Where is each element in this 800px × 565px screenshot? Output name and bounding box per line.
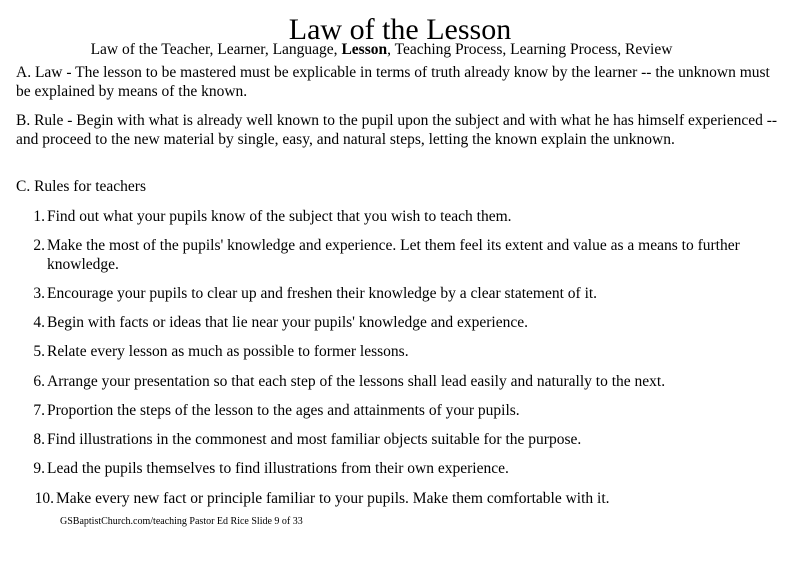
list-item-number: 9. xyxy=(33,460,45,477)
list-item-number: 1. xyxy=(33,208,45,225)
list-item-number: 6. xyxy=(33,373,45,390)
list-item-text: Proportion the steps of the lesson to the ages and attainments of your pupils. xyxy=(47,402,520,419)
slide-subtitle xyxy=(0,41,763,59)
list-item-text: Relate every lesson as much as possible to former lessons. xyxy=(47,343,409,360)
rule-paragraph: B. Rule - Begin with what is already well known to the pupil upon the subject and with what he has himself experienced -- and proceed to the new material by single, easy, and natural steps, letting the known explain the unknown. xyxy=(16,112,778,148)
slide-title: Law of the Lesson xyxy=(288,13,512,46)
list-item-text: Make the most of the pupils' knowledge and experience. Let them feel its extent and value as a means to further knowledge. xyxy=(47,237,740,273)
subtitle-text-before: Law of the Teacher, Learner, Language, xyxy=(90,41,342,58)
law-paragraph: A. Law - The lesson to be mastered must be explicable in terms of truth already know by the learner -- the unknown must be explained by means of the known. xyxy=(16,64,770,100)
rules-heading: C. Rules for teachers xyxy=(16,178,146,195)
list-item-text: Begin with facts or ideas that lie near your pupils' knowledge and experience. xyxy=(47,314,528,331)
list-item-number: 3. xyxy=(33,285,45,302)
list-item-number: 4. xyxy=(33,314,45,331)
list-item-text: Arrange your presentation so that each step of the lessons shall lead easily and naturally to the next. xyxy=(47,373,666,390)
list-item-number: 5. xyxy=(33,343,45,360)
subtitle-text-after: , Teaching Process, Learning Process, Review xyxy=(387,41,673,58)
list-item-text: Find out what your pupils know of the subject that you wish to teach them. xyxy=(47,208,512,225)
list-item-number: 2. xyxy=(33,237,45,254)
list-item-text: Encourage your pupils to clear up and freshen their knowledge by a clear statement of it. xyxy=(47,285,598,302)
subtitle-text-bold: Lesson xyxy=(341,41,388,58)
list-item-text: Lead the pupils themselves to find illustrations from their own experience. xyxy=(47,460,509,477)
list-item-number: 8. xyxy=(33,431,45,448)
list-item-text: Find illustrations in the commonest and most familiar objects suitable for the purpose. xyxy=(47,431,582,448)
list-item-number: 10. xyxy=(34,490,54,507)
slide-footer: GSBaptistChurch.com/teaching Pastor Ed Rice Slide 9 of 33 xyxy=(60,516,303,527)
list-item-number: 7. xyxy=(33,402,45,419)
list-item-text: Make every new fact or principle familiar to your pupils. Make them comfortable with it. xyxy=(56,490,610,507)
